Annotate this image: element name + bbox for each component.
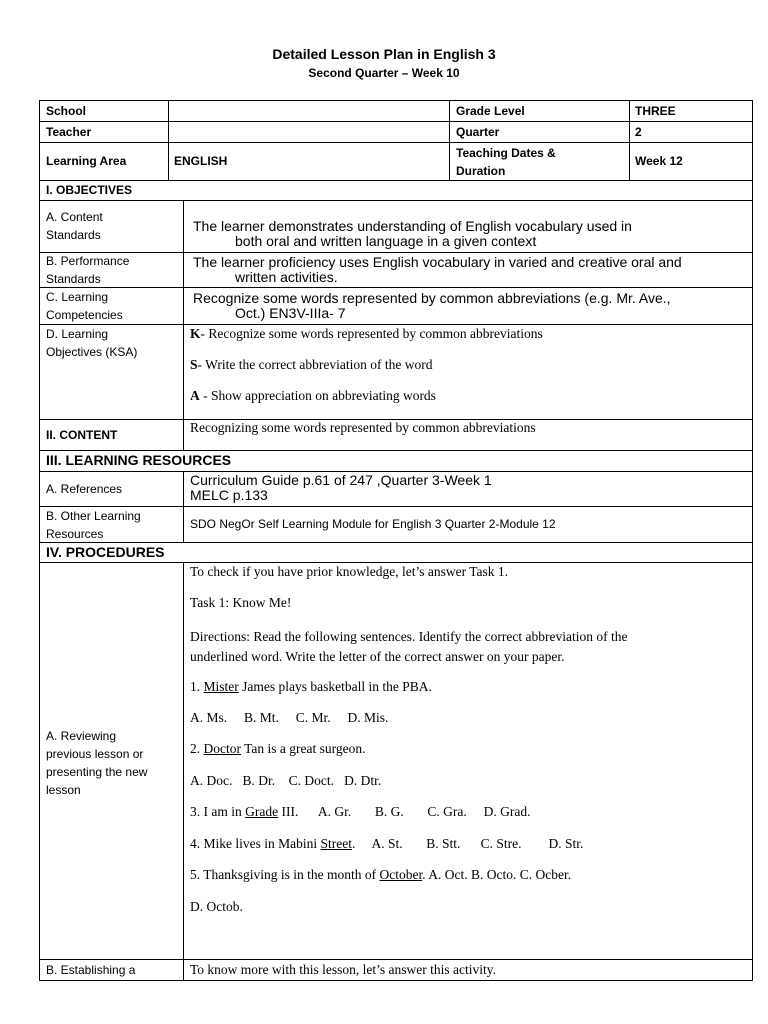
other-resources-label: B. Other Learning Resources — [46, 509, 141, 541]
establishing-purpose-label: B. Establishing a — [46, 963, 136, 977]
other-resources-text: SDO NegOr Self Learning Module for English 3 Quarter 2-Module 12 — [190, 517, 556, 531]
question-5: 5. Thanksgiving is in the month of October. A. Oct. B. Octo. C. Ocber. — [190, 867, 572, 882]
document-title: Detailed Lesson Plan in English 3 — [272, 46, 496, 62]
content-standards-label: A. Content Standards — [46, 210, 103, 242]
content-standards-text: The learner demonstrates understanding of English vocabulary used in both oral and written language in a given context — [193, 218, 632, 249]
quarter-label: Quarter — [456, 125, 500, 139]
teacher-label: Teacher — [46, 125, 92, 139]
question-2: 2. Doctor Tan is a great surgeon. — [190, 741, 366, 756]
performance-standards-label: B. Performance Standards — [46, 254, 130, 286]
task-directions: Directions: Read the following sentences. Identify the correct abbreviation of the underlined word. Write the letter of the correct answer on your paper. — [190, 629, 628, 664]
question-3: 3. I am in Grade III. A. Gr. B. G. C. Gra. D. Grad. — [190, 804, 531, 819]
teaching-dates-label — [456, 144, 556, 180]
learning-competencies-label: C. Learning Competencies — [46, 290, 123, 322]
learning-objectives-label: D. Learning Objectives (KSA) — [46, 327, 138, 359]
references-label: A. References — [46, 482, 123, 496]
question-1-choices: A. Ms. B. Mt. C. Mr. D. Mis. — [190, 710, 389, 725]
procedure-intro: To check if you have prior knowledge, let’s answer Task 1. — [190, 564, 509, 579]
content-heading: II. CONTENT — [46, 428, 118, 442]
learning-area-value: ENGLISH — [174, 154, 228, 168]
task-title: Task 1: Know Me! — [190, 595, 292, 610]
references-text: Curriculum Guide p.61 of 247 ,Quarter 3-Week 1 MELC p.133 — [190, 472, 492, 503]
performance-standards-text: The learner proficiency uses English vocabulary in varied and creative oral and written activities. — [193, 254, 682, 285]
school-label: School — [46, 104, 87, 118]
learning-area-label: Learning Area — [46, 154, 127, 168]
content-text: Recognizing some words represented by common abbreviations — [190, 420, 536, 435]
procedures-heading: IV. PROCEDURES — [46, 544, 165, 560]
teaching-dates-value: Week 12 — [635, 154, 683, 168]
learning-competencies-text: Recognize some words represented by common abbreviations (e.g. Mr. Ave., Oct.) EN3V-IIIa- 7 — [193, 290, 671, 321]
document-subtitle: Second Quarter – Week 10 — [308, 66, 460, 80]
question-2-choices: A. Doc. B. Dr. C. Doct. D. Dtr. — [190, 773, 382, 788]
objectives-heading: I. OBJECTIVES — [46, 183, 133, 197]
establishing-purpose-text: To know more with this lesson, let’s answer this activity. — [190, 962, 497, 977]
teaching-dates-label-line-2: Duration — [456, 164, 506, 178]
question-5-last-choice: D. Octob. — [190, 899, 243, 914]
objective-knowledge: K- Recognize some words represented by common abbreviations — [190, 326, 543, 341]
grade-level-label: Grade Level — [456, 104, 525, 118]
reviewing-lesson-label: A. Reviewing previous lesson or presenting the new lesson — [46, 729, 148, 797]
question-1: 1. Mister James plays basketball in the PBA. — [190, 679, 432, 694]
quarter-value: 2 — [635, 125, 642, 139]
grade-level-value: THREE — [635, 104, 676, 118]
objective-attitude: A - Show appreciation on abbreviating words — [190, 388, 436, 403]
question-4: 4. Mike lives in Mabini Street. A. St. B. Stt. C. Stre. D. Str. — [190, 836, 584, 851]
resources-heading: III. LEARNING RESOURCES — [46, 452, 232, 468]
teaching-dates-label-line-1: Teaching Dates & — [456, 146, 556, 160]
objective-skill: S- Write the correct abbreviation of the word — [190, 357, 433, 372]
